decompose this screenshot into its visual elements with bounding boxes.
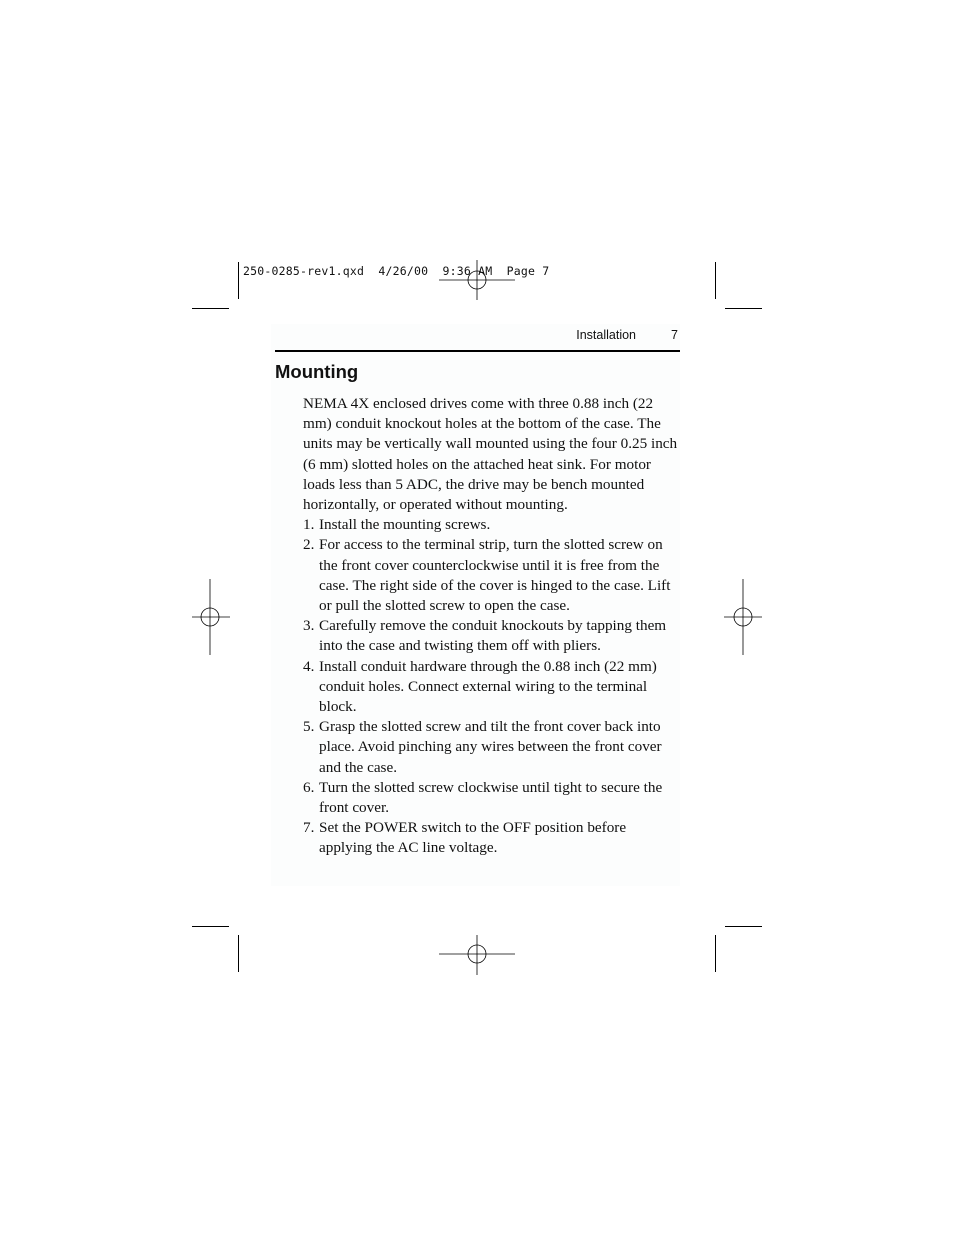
step-number: 4. <box>303 657 315 675</box>
page-number: 7 <box>671 328 678 342</box>
crop-mark <box>715 935 716 972</box>
list-item <box>303 515 681 535</box>
section-heading: Mounting <box>275 361 359 382</box>
running-head-section: Installation <box>576 328 636 342</box>
crop-mark <box>715 262 716 299</box>
step-text: Carefully remove the conduit knockouts by tapping them into the case and twisting them off with pliers. <box>319 617 667 655</box>
step-number: 7. <box>303 819 315 837</box>
crop-mark <box>238 935 239 972</box>
step-text: Install the mounting screws. <box>319 516 491 534</box>
step-number: 6. <box>303 778 315 796</box>
print-slug-line: 250-0285-rev1.qxd 4/26/00 9:36 AM Page 7 <box>243 264 550 278</box>
registration-mark-left <box>192 579 230 655</box>
step-text: Turn the slotted screw clockwise until tight to secure the front cover. <box>319 778 663 817</box>
registration-mark-top <box>439 260 515 300</box>
registration-mark-bottom <box>439 935 515 975</box>
list-item <box>303 535 681 616</box>
list-item <box>303 778 681 818</box>
crop-mark <box>238 262 239 299</box>
step-text: Install conduit hardware through the 0.88 inch (22 mm) conduit holes. Connect external wiring to the terminal block. <box>319 657 657 716</box>
list-item <box>303 657 681 718</box>
step-number: 5. <box>303 718 315 736</box>
crop-mark <box>725 308 762 309</box>
step-text: For access to the terminal strip, turn the slotted screw on the front cover counterclockwise until it is free from the case. The right side of the cover is hinged to the case. Lift or pull the slotted screw to open the case. <box>319 536 671 615</box>
registration-mark-right <box>724 579 762 655</box>
mounting-steps-list <box>303 515 681 858</box>
step-text: Grasp the slotted screw and tilt the front cover back into place. Avoid pinching any wires between the front cover and the case. <box>319 718 662 776</box>
crop-mark <box>725 926 762 927</box>
step-text: Set the POWER switch to the OFF position before applying the AC line voltage. <box>319 819 627 857</box>
list-item <box>303 717 681 778</box>
body-text <box>303 394 681 859</box>
crop-mark <box>192 926 229 927</box>
step-number: 3. <box>303 617 315 635</box>
header-rule <box>275 350 680 352</box>
step-number: 2. <box>303 536 315 554</box>
crop-mark <box>192 308 229 309</box>
intro-paragraph: NEMA 4X enclosed drives come with three 0.88 inch (22 mm) conduit knockout holes at the bottom of the case. The units may be vertically wall mounted using the four 0.25 inch (6 mm) slotted holes on the attached heat sink. For motor loads less than 5 ADC, the drive may be bench mounted horizontally, or operated without mounting. <box>303 395 678 514</box>
list-item <box>303 616 681 656</box>
list-item <box>303 818 681 858</box>
step-number: 1. <box>303 516 315 534</box>
